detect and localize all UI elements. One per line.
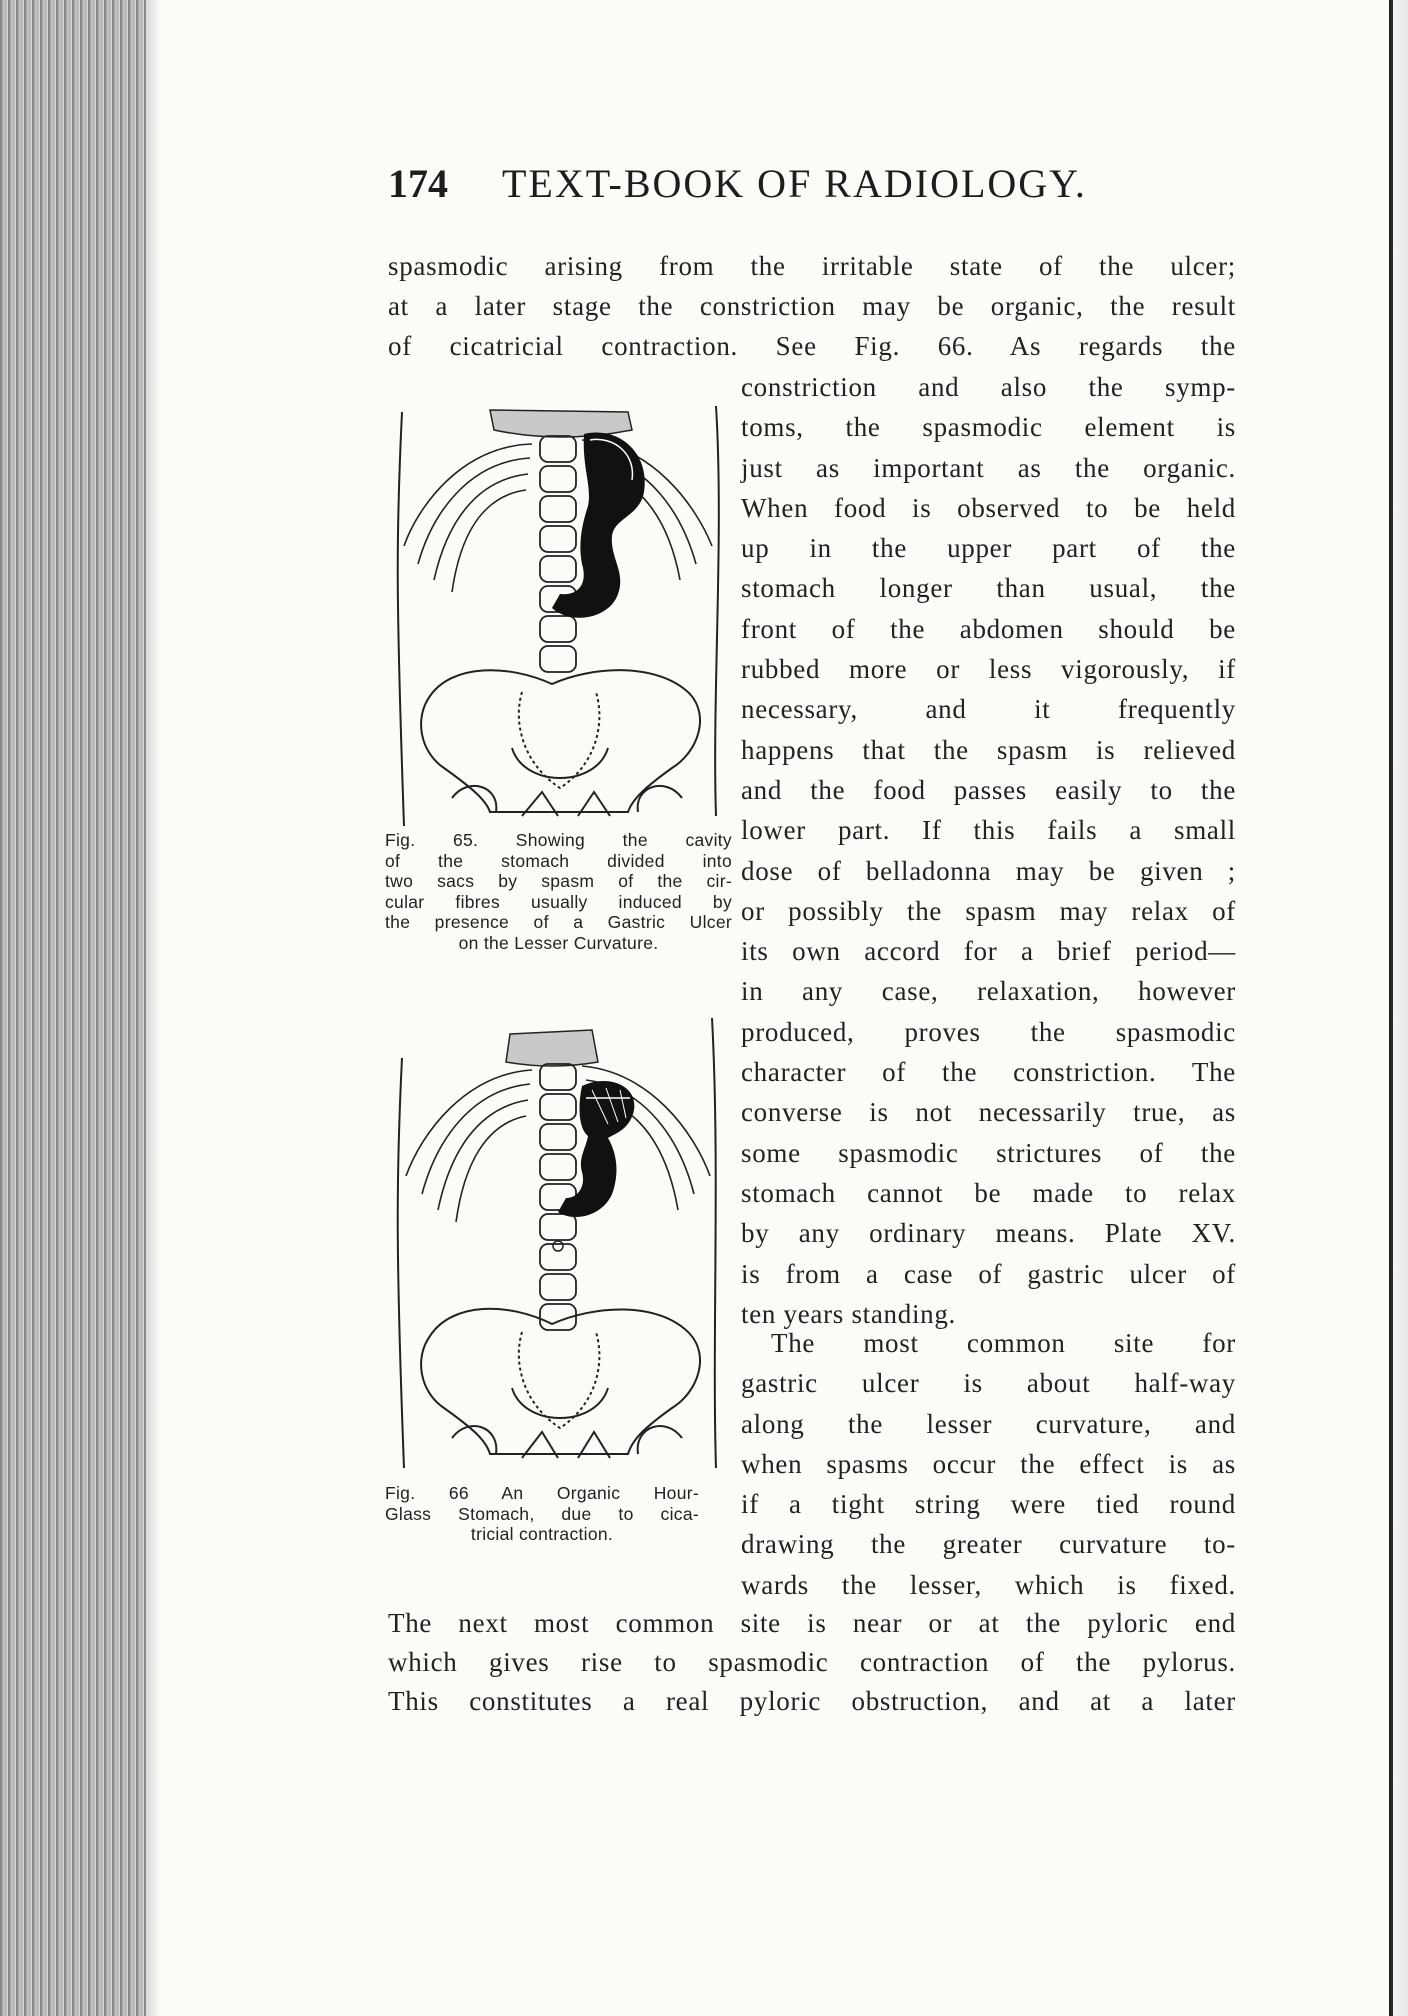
text-line: character of the constriction. The [741, 1057, 1236, 1088]
running-title: TEXT-BOOK OF RADIOLOGY. [502, 161, 1087, 206]
page-number: 174 [388, 161, 448, 206]
text-line: in any case, relaxation, however [741, 976, 1236, 1007]
text-line: stomach longer than usual, the [741, 573, 1236, 604]
figure-66-illustration [382, 1018, 736, 1468]
text-line: rubbed more or less vigorously, if [741, 654, 1236, 685]
text-line: dose of belladonna may be given ; [741, 855, 1236, 886]
right-column-text [741, 367, 1236, 1334]
text-line: produced, proves the spasmodic [741, 1016, 1236, 1047]
caption-line: Fig. 65. Showing the cavity [385, 830, 732, 850]
text-line: converse is not necessarily true, as [741, 1097, 1236, 1128]
text-line: is from a case of gastric ulcer of [741, 1258, 1236, 1289]
text-line: gastric ulcer is about half-way [741, 1368, 1236, 1399]
text-line: The next most common site is near or at the pyloric end [388, 1608, 1236, 1638]
text-line: ten years standing. [741, 1298, 956, 1329]
text-line: some spasmodic strictures of the [741, 1137, 1236, 1168]
intro-paragraph [388, 246, 1236, 366]
text-line: The most common site for [771, 1328, 1236, 1358]
text-line: or possibly the spasm may relax of [741, 895, 1236, 926]
text-line: This constitutes a real pyloric obstruction, and at a later [388, 1686, 1236, 1716]
text-line: of cicatricial contraction. See Fig. 66. As regards the [388, 331, 1236, 361]
text-line: its own accord for a brief period— [741, 936, 1236, 967]
text-line: by any ordinary means. Plate XV. [741, 1218, 1236, 1249]
book-right-edge [1384, 0, 1408, 2016]
text-line: When food is observed to be held [741, 492, 1236, 523]
caption-line: Fig. 66 An Organic Hour- [385, 1483, 699, 1503]
text-line: and the food passes easily to the [741, 774, 1236, 805]
text-line: which gives rise to spasmodic contraction of the pylorus. [388, 1647, 1236, 1677]
closing-paragraph [388, 1604, 1236, 1721]
text-line: lower part. If this fails a small [741, 815, 1236, 846]
caption-line: tricial contraction. [470, 1524, 614, 1544]
text-line: along the lesser curvature, and [741, 1408, 1236, 1439]
text-line: constriction and also the symp- [741, 372, 1236, 402]
caption-line: two sacs by spasm of the cir- [385, 871, 732, 891]
text-line: if a tight string were tied round [741, 1489, 1236, 1520]
text-line: necessary, and it frequently [741, 694, 1236, 725]
running-header [388, 160, 1238, 207]
figure-65-illustration [382, 396, 736, 826]
text-line: when spasms occur the effect is as [741, 1448, 1236, 1479]
caption-line: on the Lesser Curvature. [458, 932, 659, 953]
text-line: happens that the spasm is relieved [741, 734, 1236, 765]
text-line: at a later stage the constriction may be organic, the result [388, 291, 1236, 321]
text-line: just as important as the organic. [741, 452, 1236, 483]
caption-line: of the stomach divided into [385, 850, 732, 871]
text-line: stomach cannot be made to relax [741, 1177, 1236, 1208]
second-paragraph [741, 1323, 1236, 1605]
caption-line: cular fibres usually induced by [385, 891, 732, 912]
figure-66-caption [385, 1483, 699, 1545]
text-line: front of the abdomen should be [741, 613, 1236, 644]
figure-65-caption [385, 830, 732, 953]
text-line: wards the lesser, which is fixed. [741, 1569, 1236, 1600]
book-page-edges [0, 0, 160, 2016]
caption-line: the presence of a Gastric Ulcer [385, 912, 732, 932]
text-line: up in the upper part of the [741, 533, 1236, 564]
text-line: drawing the greater curvature to- [741, 1529, 1236, 1560]
text-line: spasmodic arising from the irritable state of the ulcer; [388, 251, 1236, 281]
text-line: toms, the spasmodic element is [741, 412, 1236, 443]
caption-line: Glass Stomach, due to cica- [385, 1503, 699, 1524]
